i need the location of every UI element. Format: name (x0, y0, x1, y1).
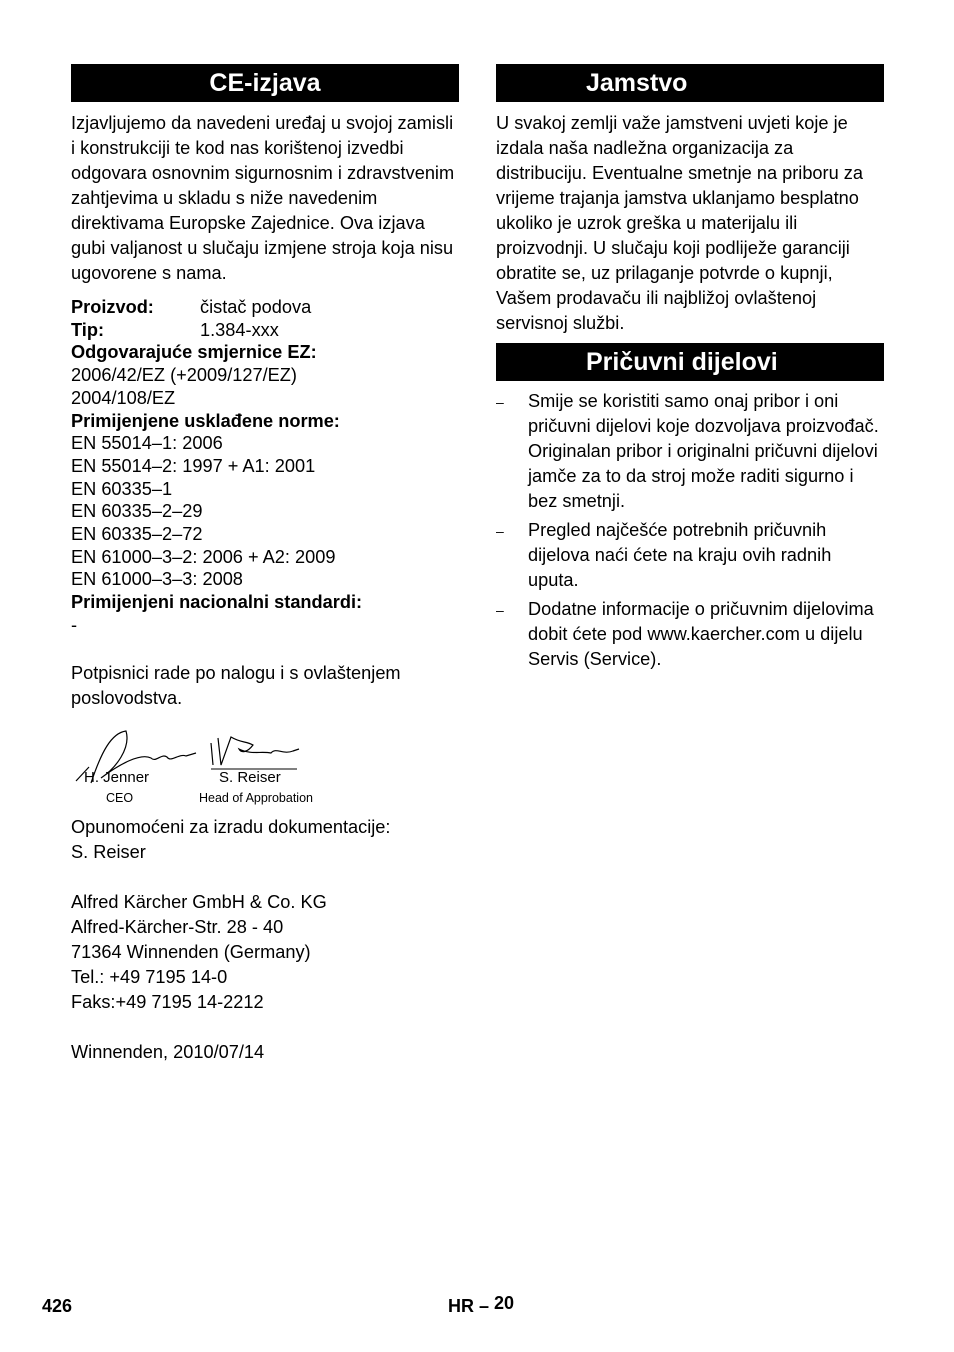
page-number: 426 (42, 1296, 73, 1316)
list-item (496, 597, 884, 672)
ce-intro-text: Izjavljujemo da navedeni uređaj u svojoj zamisli i konstrukciji te kod nas korištenoj izvedbi odgovara osnovnim sigurnosnim i zdravstvenim zahtjevima u skladu s niže navedenim direktivama Europske Zajednice. Ova izjava gubi valjanost u slučaju izmjene stroja koja nisu ugovorene s nama. (71, 113, 455, 283)
spare-parts-list (496, 389, 884, 672)
company-line: Alfred Kärcher GmbH & Co. KG (71, 891, 327, 912)
company-line: Tel.: +49 7195 14-0 (71, 966, 228, 987)
type-row (71, 319, 459, 342)
product-value: čistač podova (200, 297, 312, 317)
warranty-text: U svakoj zemlji važe jamstveni uvjeti koje je izdala naša nadležna organizacija za distribuciju. Eventualne smetnje na priboru za vrijeme trajanja jamstva uklanjamo besplatno ukoliko je uzrok greška u materijalu ili proizvodnji. U slučaju koji podliježe garanciji obratite se, uz prilaganje potvrde o kupnji, Vašem prodavaču ili najbližoj ovlaštenoj servisnoj službi. (496, 113, 863, 333)
warranty-column (496, 64, 884, 676)
type-value: 1.384-xxx (200, 319, 279, 340)
national-standards-label: Primijenjeni nacionalni standardi: (71, 592, 363, 613)
signatory-1-name: H. Jenner (84, 768, 150, 786)
national-standards-value: - (71, 614, 78, 635)
standard-item: EN 55014–2: 1997 + A1: 2001 (71, 455, 316, 476)
signatory-1-role: CEO (106, 790, 134, 805)
list-item (496, 518, 884, 593)
signatures-block (71, 723, 459, 815)
list-item (496, 389, 884, 514)
list-item-text: Pregled najčešće potrebnih pričuvnih dijelova naći ćete na kraju ovih radnih uputa. (528, 520, 832, 590)
type-label: Tip: (71, 319, 105, 340)
warranty-heading: Jamstvo (496, 64, 884, 102)
dash-bullet: – (496, 602, 504, 618)
signatory-2-role: Head of Approbation (199, 790, 313, 805)
language-page-label (448, 1293, 515, 1317)
company-address (71, 890, 459, 1015)
company-line: Faks:+49 7195 14-2212 (71, 991, 264, 1012)
product-spec (71, 296, 459, 637)
standard-item: EN 61000–3–2: 2006 + A2: 2009 (71, 546, 336, 567)
footer-separator: – (479, 1296, 490, 1316)
signatory-2-name: S. Reiser (219, 768, 281, 786)
product-row (71, 296, 459, 319)
ce-declaration-column (71, 64, 459, 1065)
standard-item: EN 60335–2–72 (71, 524, 203, 545)
language-code: HR (448, 1296, 474, 1316)
product-label: Proizvod: (71, 297, 154, 317)
directive-item: 2006/42/EZ (+2009/127/EZ) (71, 365, 297, 386)
local-page-number: 20 (494, 1293, 515, 1313)
place-date: Winnenden, 2010/07/14 (71, 1041, 265, 1062)
spare-parts-heading: Pričuvni dijelovi (496, 343, 884, 381)
doc-auth-name: S. Reiser (71, 841, 146, 862)
doc-auth-label: Opunomoćeni za izradu dokumentacije: (71, 816, 391, 837)
standard-item: EN 60335–2–29 (71, 501, 203, 522)
directive-item: 2004/108/EZ (71, 387, 176, 408)
list-item-text: Dodatne informacije o pričuvnim dijelovima dobit ćete pod www.kaercher.com u dijelu Servis (Service). (528, 599, 874, 669)
directives-label: Odgovarajuće smjernice EZ: (71, 342, 317, 363)
documentation-authority (71, 815, 459, 865)
ce-declaration-heading: CE-izjava (71, 64, 459, 102)
company-line: Alfred-Kärcher-Str. 28 - 40 (71, 916, 284, 937)
standard-item: EN 60335–1 (71, 478, 173, 499)
standard-item: EN 61000–3–3: 2008 (71, 569, 243, 590)
dash-bullet: – (496, 394, 504, 410)
standards-label: Primijenjene usklađene norme: (71, 410, 340, 431)
dash-bullet: – (496, 523, 504, 539)
list-item-text: Smije se koristiti samo onaj pribor i oni pričuvni dijelovi koje dozvoljava proizvođač. Originalan pribor i originalni pričuvni dijelovi jamče za to da stroj može raditi sigurno i bez smetnji. (528, 391, 879, 511)
company-line: 71364 Winnenden (Germany) (71, 941, 311, 962)
signatories-text: Potpisnici rade po nalogu i s ovlaštenjem poslovodstva. (71, 662, 401, 708)
standard-item: EN 55014–1: 2006 (71, 433, 223, 454)
